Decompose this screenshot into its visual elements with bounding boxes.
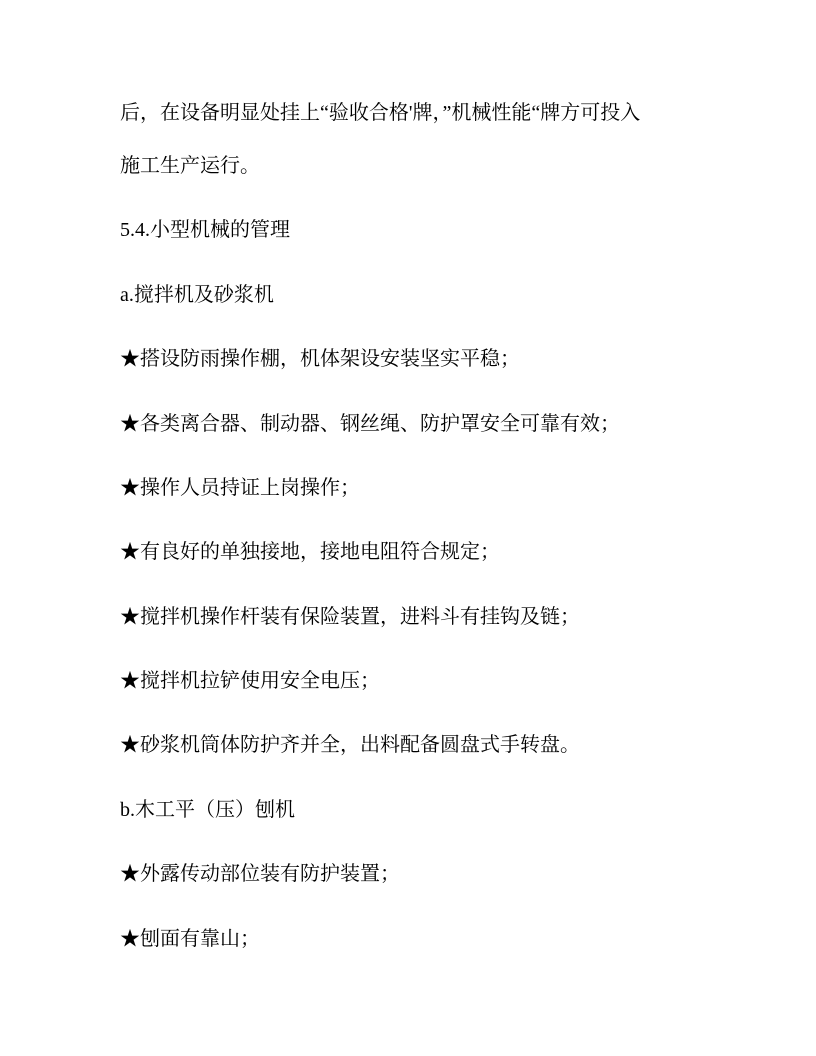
section-heading: 5.4.小型机械的管理	[120, 219, 290, 241]
paragraph-continuation: 后，在设备明显处挂上“验收合格'牌，”机械性能“牌方可投入	[120, 102, 641, 124]
list-item: ★搭设防雨操作棚，机体架设安装坚实平稳；	[120, 348, 520, 370]
list-item: ★搅拌机拉铲使用安全电压；	[120, 670, 380, 692]
list-item: ★外露传动部位装有防护装置；	[120, 863, 400, 885]
list-item: ★搅拌机操作杆装有保险装置，进料斗有挂钩及链；	[120, 606, 580, 628]
list-item: ★各类离合器、制动器、钢丝绳、防护罩安全可靠有效；	[120, 413, 620, 435]
subsection-heading: b.木工平（压）刨机	[120, 799, 295, 821]
list-item: ★刨面有靠山；	[120, 928, 260, 950]
list-item: ★砂浆机筒体防护齐并全，出料配备圆盘式手转盘。	[120, 734, 580, 756]
list-item: ★操作人员持证上岗操作；	[120, 477, 360, 499]
paragraph-continuation-end: 施工生产运行。	[120, 155, 260, 177]
subsection-heading: a.搅拌机及砂浆机	[120, 284, 274, 306]
list-item: ★有良好的单独接地，接地电阻符合规定；	[120, 541, 500, 563]
